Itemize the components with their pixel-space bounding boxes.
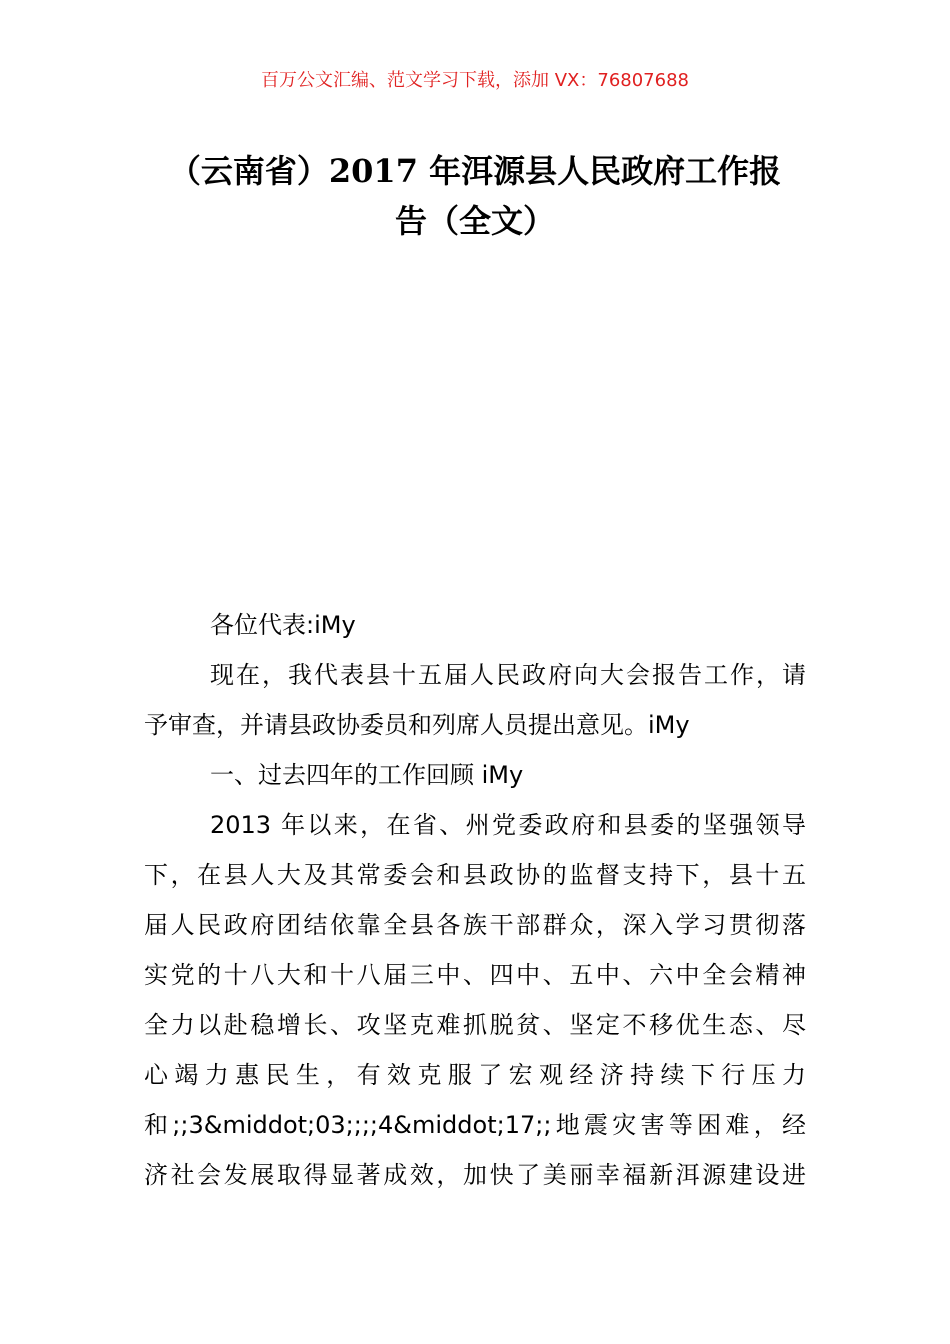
text-line: 全力以赴稳增长、攻坚克难抓脱贫、坚定不移优生态、尽 xyxy=(144,1011,806,1039)
text-line: 实党的十八大和十八届三中、四中、五中、六中全会精神 xyxy=(144,961,806,989)
text-line: 各位代表:iMy xyxy=(210,611,356,639)
paragraph-salutation xyxy=(144,600,806,650)
title-line-2: 告（全文） xyxy=(394,202,555,240)
text-line: 心竭力惠民生，有效克服了宏观经济持续下行压力 xyxy=(144,1061,806,1089)
text-line: 和;;3&middot;03;;;;4&middot;17;;地震灾害等困难，经 xyxy=(144,1111,806,1139)
header-banner: 百万公文汇编、范文学习下载，添加 VX：76807688 xyxy=(261,70,689,91)
text-line: 届人民政府团结依靠全县各族干部群众，深入学习贯彻落 xyxy=(144,911,806,939)
document-body xyxy=(144,600,806,1200)
text-line: 予审查，并请县政协委员和列席人员提出意见。iMy xyxy=(144,711,690,739)
text-line: 现在，我代表县十五届人民政府向大会报告工作，请 xyxy=(210,661,806,689)
paragraph-review xyxy=(144,800,806,1200)
document-title xyxy=(120,146,830,246)
text-line: 济社会发展取得显著成效，加快了美丽幸福新洱源建设进 xyxy=(144,1161,806,1189)
text-line: 2013 年以来，在省、州党委政府和县委的坚强领导 xyxy=(210,811,806,839)
paragraph-section-heading xyxy=(144,750,806,800)
text-line: 下，在县人大及其常委会和县政协的监督支持下，县十五 xyxy=(144,861,806,889)
section-heading: 一、过去四年的工作回顾 iMy xyxy=(210,761,524,789)
title-line-1: （云南省）2017 年洱源县人民政府工作报 xyxy=(168,152,782,190)
paragraph-intro xyxy=(144,650,806,750)
